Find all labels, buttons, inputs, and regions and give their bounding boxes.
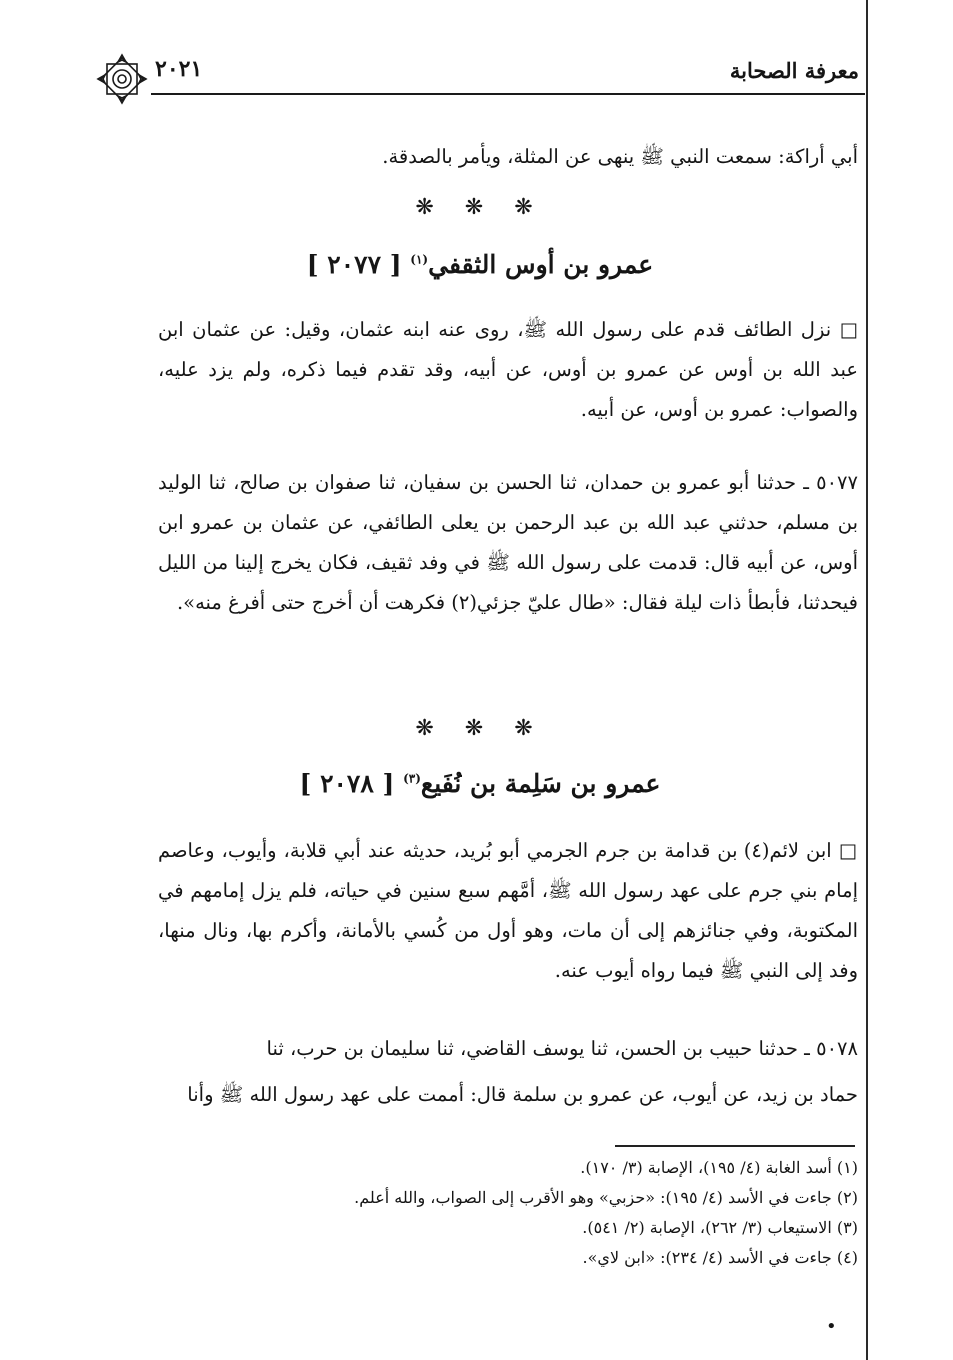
- entry-biography: □ نزل الطائف قدم على رسول الله ﷺ، روى عنه ابنه عثمان، وقيل: عن عثمان ابن عبد الله بن أوس عن عمرو بن أوس، عن أبيه، وقد تقدم فيما ذكره، ولم يزد عليه، والصواب: عمرو بن أوس، عن أبيه.: [158, 318, 858, 421]
- section-divider-stars: ❋ ❋ ❋: [415, 716, 545, 741]
- running-title: معرفة الصحابة: [729, 58, 859, 83]
- entry-name: عمرو بن سَلِمة بن نُفَيع: [420, 769, 661, 798]
- page-header: [95, 52, 865, 100]
- hadith-line: حماد بن زيد، عن أيوب، عن عمرو بن سلمة قال: أممت على عهد رسول الله ﷺ وأنا: [187, 1083, 858, 1106]
- entry-biography: □ ابن لائم(٤) بن قدامة بن جرم الجرمي أبو بُريد، حديثه عند أبي قلابة، وأيوب، وعاصم إمام بني جرم على عهد رسول الله ﷺ، أمَّهم سبع سنين في حياته، فلم يزل إمامهم في المكتوبة، وفي جنائزهم إلى أن مات، وهو أول من كُسي بالأمانة، وأكرم بها، ونال منها، وفد إلى النبي ﷺ فيما رواه أيوب عنه.: [158, 839, 858, 982]
- footnote-ref: (١): [410, 252, 429, 267]
- footnote: (٤) جاءت في الأسد (٤/ ٢٣٤): «ابن لاي».: [582, 1248, 858, 1267]
- entry-title: [200, 250, 760, 279]
- hadith-paragraph: ٥٠٧٧ ـ حدثنا أبو عمرو بن حمدان، ثنا الحسن بن سفيان، ثنا صفوان بن صالح، ثنا الوليد بن مسلم، حدثني عبد الله بن عبد الرحمن بن يعلى الطائفي، عن عثمان بن عمرو ابن أوس، عن أبيه قال: قدمت على رسول الله ﷺ في وفد ثقيف، فكان يخرج إلينا من الليل فيحدثنا، فأبطأ ذات ليلة فقال: «طال عليّ جزئي(٢) فكرهت أن أخرج حتى أفرغ منه».: [158, 471, 858, 614]
- footnote: (٣) الاستيعاب (٣/ ٢٦٢)، الإصابة (٢/ ٥٤١).: [582, 1218, 858, 1237]
- header-rule: [151, 93, 865, 95]
- page-number: ٢٠٢١: [155, 56, 203, 82]
- footnote: (٢) جاءت في الأسد (٤/ ١٩٥): «حزبي» وهو الأقرب إلى الصواب، والله أعلم.: [354, 1188, 858, 1207]
- corner-mark: •: [826, 1316, 837, 1337]
- opening-line: أبي أراكة: سمعت النبي ﷺ ينهى عن المثلة، ويأمر بالصدقة.: [382, 145, 858, 168]
- footnote-rule: [615, 1145, 855, 1147]
- footnote-ref: (٣): [403, 771, 421, 786]
- ornament-icon: [95, 52, 149, 106]
- footnote: (١) أسد الغابة (٤/ ١٩٥)، الإصابة (٣/ ١٧٠).: [580, 1158, 858, 1177]
- entry-number: [ ٢٠٧٧ ]: [306, 250, 402, 279]
- footnotes: [138, 1153, 858, 1273]
- entry-title: [200, 769, 760, 798]
- entry-name: عمرو بن أوس الثقفي: [428, 250, 654, 279]
- margin-line: [866, 0, 868, 1360]
- section-divider-stars: ❋ ❋ ❋: [415, 195, 545, 220]
- entry-number: [ ٢٠٧٨ ]: [299, 769, 395, 798]
- hadith-line: ٥٠٧٨ ـ حدثنا حبيب بن الحسن، ثنا يوسف القاضي، ثنا سليمان بن حرب، ثنا: [266, 1037, 858, 1060]
